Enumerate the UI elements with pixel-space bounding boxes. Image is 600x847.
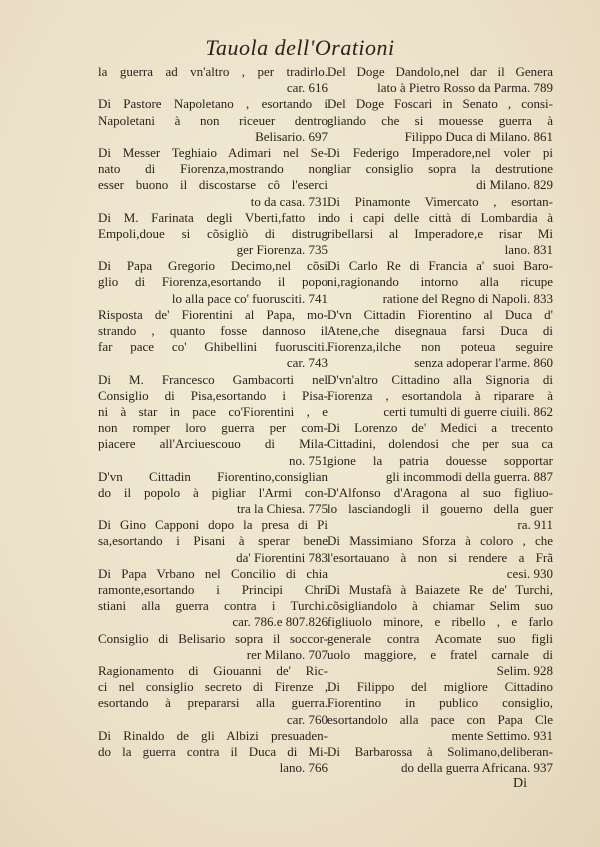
index-line: stiani alla guerra contra i Turchi. xyxy=(98,598,328,614)
index-line: lo lasciandogli il gouerno della guer xyxy=(327,501,553,517)
index-line: cõsigliandolo à chiamar Selim suo xyxy=(327,598,553,614)
index-line: no. 751 xyxy=(289,452,328,468)
index-line: do la guerra contra il Duca di Mi- xyxy=(98,743,328,759)
index-line: gliando che si mouesse guerra à xyxy=(327,112,553,128)
index-line: car. 760 xyxy=(286,711,328,727)
index-line: Di M. Francesco Gambacorti nel xyxy=(98,371,328,387)
running-header: Tauola dell'Orationi xyxy=(205,35,395,60)
index-line: di Milano. 829 xyxy=(476,177,553,193)
index-line: car. 616 xyxy=(286,80,328,96)
index-line: Di Barbarossa à Solimano,deliberan- xyxy=(327,743,553,759)
index-line: Di Papa Gregorio Decimo,nel cõsi xyxy=(98,258,328,274)
index-line: gione la patria douesse sopportar xyxy=(327,452,553,468)
index-line: Di Rinaldo de gli Albizi presuaden- xyxy=(98,727,328,743)
index-line: esortandolo alla pace con Papa Cle xyxy=(327,711,553,727)
index-line: Di Pastore Napoletano , esortando i xyxy=(98,96,328,112)
index-line: lano. 766 xyxy=(279,760,328,776)
index-line: l'esortauano à non si rendere a Frã xyxy=(327,549,553,565)
index-line: do il popolo à pigliar l'Armi con- xyxy=(98,484,328,500)
index-line: Del Doge Dandolo,nel dar il Genera xyxy=(327,64,553,79)
index-line: ribellarsi al Imperadore,e risar Mi xyxy=(327,225,553,241)
right-column xyxy=(327,64,553,776)
index-line: D'vn Cittadin Fiorentino al Duca d' xyxy=(327,306,553,322)
index-line: cesi. 930 xyxy=(506,565,553,581)
index-line: D'vn'altro Cittadino alla Signoria di xyxy=(327,371,553,387)
index-line: far pace co' Ghibellini fuorusciti. xyxy=(98,339,328,355)
index-line: Di Messer Teghiaio Adimari nel Se- xyxy=(98,144,328,160)
index-line: Di Lorenzo de' Medici a trecento xyxy=(327,420,553,436)
index-line: Di Federigo Imperadore,nel voler pi xyxy=(327,144,553,160)
index-line: generale contra Acomate suo figli xyxy=(327,630,553,646)
index-line: glio di Fiorenza,esortando il popo xyxy=(98,274,328,290)
index-line: Consiglio di Belisario sopra il soccor- xyxy=(98,630,328,646)
index-line: Consiglio di Pisa,esortando i Pisa- xyxy=(98,387,328,403)
index-line: Di M. Farinata degli Vberti,fatto in xyxy=(98,209,328,225)
index-line: ci nel consiglio secreto di Firenze , xyxy=(98,679,328,695)
index-line: Di Carlo Re di Francia a' suoi Baro- xyxy=(327,258,553,274)
index-line: piacere all'Arciuescouo di Mila- xyxy=(98,436,328,452)
index-line: rer Milano. 707 xyxy=(246,646,328,662)
index-line: ra. 911 xyxy=(517,517,553,533)
index-line: non romper loro guerra per com- xyxy=(98,420,328,436)
index-line: ratione del Regno di Napoli. 833 xyxy=(382,290,553,306)
index-line: nato di Fiorenza,mostrando non xyxy=(98,161,328,177)
index-line: Di Filippo del migliore Cittadino xyxy=(327,679,553,695)
index-line: Di Gino Capponi dopo la presa di Pi xyxy=(98,517,328,533)
index-line: Selim. 928 xyxy=(496,662,553,678)
index-line: lo alla pace co' fuorusciti. 741 xyxy=(171,290,328,306)
index-line: Napoletani à non riceuer dentro xyxy=(98,112,328,128)
index-line: Atene,che disegnaua farsi Duca di xyxy=(327,323,553,338)
index-line: Belisario. 697 xyxy=(255,128,328,144)
index-line: Di Papa Vrbano nel Concilio di chia xyxy=(98,565,328,581)
index-line: Di Mustafà à Baiazete Re de' Turchi, xyxy=(327,582,553,597)
index-line: da' Fiorentini 783 xyxy=(236,549,328,565)
index-line: car. 743 xyxy=(286,355,328,371)
index-line: Del Doge Foscari in Senato , consi- xyxy=(327,96,553,112)
index-line: Empoli,doue si cõsigliò di distrug xyxy=(98,225,328,241)
index-line: ramonte,esortando i Principi Chri xyxy=(98,582,328,597)
index-line: Fiorenza , esortandola à riparare à xyxy=(327,387,553,403)
index-line: Risposta de' Fiorentini al Papa, mo- xyxy=(98,306,328,322)
index-line: Fiorentino in publico consiglio, xyxy=(327,695,553,711)
index-line: to da casa. 731 xyxy=(250,193,328,209)
left-column xyxy=(98,64,328,776)
index-line: Ragionamento di Giouanni de' Ric- xyxy=(98,662,328,678)
index-line: D'Alfonso d'Aragona al suo figliuo- xyxy=(327,484,553,500)
index-line: D'vn Cittadin Fiorentino,consiglian xyxy=(98,468,328,484)
index-line: car. 786.e 807.826 xyxy=(232,614,328,630)
index-line: tra la Chiesa. 775 xyxy=(237,501,328,517)
index-line: strando , quanto fosse dannoso il xyxy=(98,323,328,338)
index-line: esortando à prepararsi alla guerra. xyxy=(98,695,328,711)
index-line: mente Settimo. 931 xyxy=(451,727,553,743)
index-line: do i capi delle città di Lombardia à xyxy=(327,209,553,225)
index-line: ni à star in pace co'Fiorentini , e xyxy=(98,403,328,419)
index-line: Fiorenza,ilche non poteua seguire xyxy=(327,339,553,355)
index-line: ger Fiorenza. 735 xyxy=(236,242,328,258)
index-line: sa,esortando i Pisani à sperar bene xyxy=(98,533,328,549)
index-line: gli incommodi della guerra. 887 xyxy=(385,468,553,484)
index-line: lano. 831 xyxy=(504,242,553,258)
index-line: Di Pinamonte Vimercato , esortan- xyxy=(327,193,553,209)
catchword: Di xyxy=(513,776,527,791)
index-line: Cittadini, dolendosi che per sua ca xyxy=(327,436,553,452)
index-line: Filippo Duca di Milano. 861 xyxy=(404,128,553,144)
index-line: senza adoperar l'arme. 860 xyxy=(414,355,553,371)
index-line: uolo maggiore, e fratel carnale di xyxy=(327,646,553,662)
index-line: do della guerra Africana. 937 xyxy=(401,760,553,776)
index-line: ni,ragionando intorno alla ricupe xyxy=(327,274,553,290)
index-line: gliar consiglio sopra la destrutione xyxy=(327,161,553,177)
index-line: lato à Pietro Rosso da Parma. 789 xyxy=(377,80,553,96)
index-line: la guerra ad vn'altro , per tradirlo. xyxy=(98,64,328,79)
index-line: figliuolo minore, e ribello , e farlo xyxy=(327,614,553,630)
index-line: esser buono il discostarse cô l'eserci xyxy=(98,177,328,193)
index-line: Di Massimiano Sforza à coloro , che xyxy=(327,533,553,549)
index-line: certi tumulti di guerre ciuili. 862 xyxy=(383,403,553,419)
